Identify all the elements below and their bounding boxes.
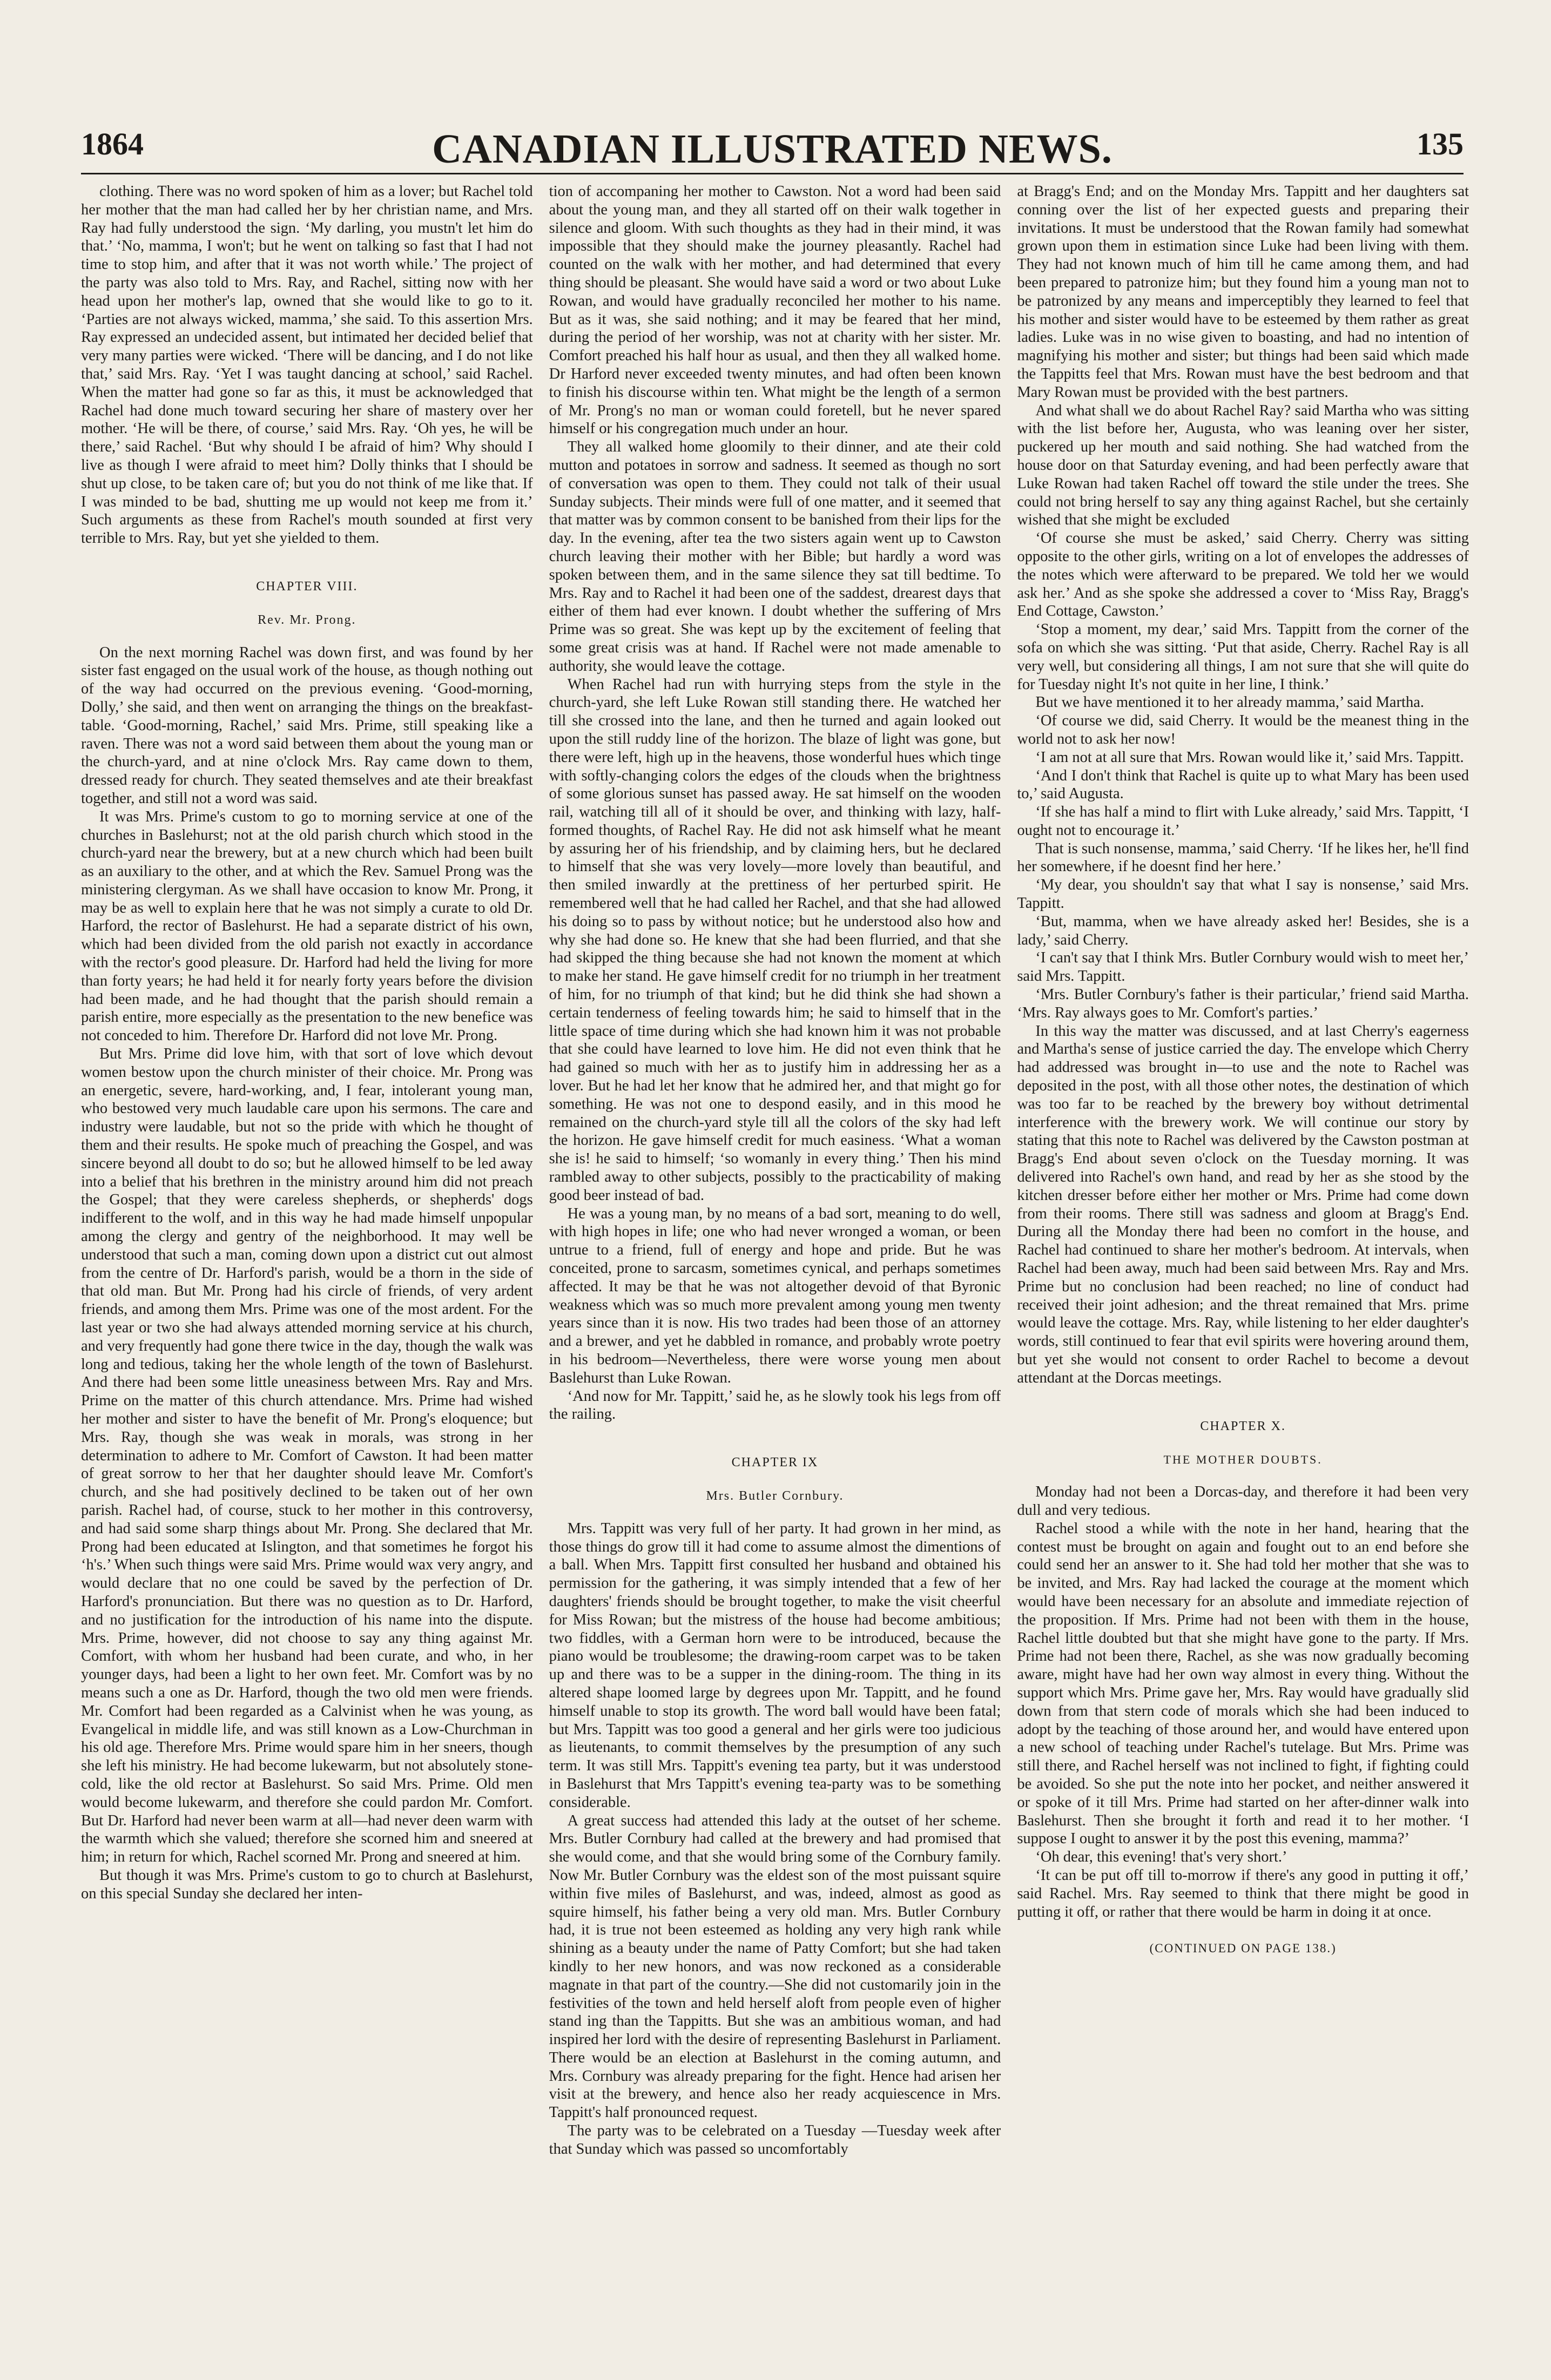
column-2 (549, 183, 1001, 2316)
masthead (81, 113, 1464, 178)
chapter-title: Mrs. Butler Cornbury. (706, 1488, 844, 1503)
paragraph: On the next morning Rachel was down first, and was found by her sister fast engaged on the usual work of the house, as though nothing out of the way had occurred on the previous evening. ‘Good-morning, Dolly,’ she said, and then went on arranging the things on the breakfast-table. ‘Good-morning, Rachel,’ said Mrs. Prime, still speaking like a raven. There was not a word said between them about the young man or the church-yard, and at nine o'clock Mrs. Ray came down to them, dressed ready for church. They seated themselves and ate their breakfast together, and still not a word was said. (81, 644, 533, 807)
paragraph: ‘But, mamma, when we have already asked her! Besides, she is a lady,’ said Cherry. (1017, 913, 1469, 948)
issue-year: 1864 (81, 126, 144, 161)
column-3 (1017, 183, 1469, 2316)
paragraph: ‘I can't say that I think Mrs. Butler Cornbury would wish to meet her,’ said Mrs. Tappitt. (1017, 949, 1469, 985)
paragraph: ‘It can be put off till to-morrow if there's any good in putting it off,’ said Rachel. Mrs. Ray seemed to think that there might be good in putting it off, or rather that there would be harm in doing it at once. (1017, 1866, 1469, 1920)
paragraph: ‘I am not at all sure that Mrs. Rowan would like it,’ said Mrs. Tappitt. (1035, 749, 1464, 766)
paragraph: And what shall we do about Rachel Ray? said Martha who was sitting with the list before her, Augusta, who was leaning over her sister, puckered up her mouth and said nothing. She had watched from the house door on that Saturday evening, and had been perfectly aware that Luke Rowan had taken Rachel off toward the stile under the trees. She could not bring herself to say any thing against Rachel, but she certainly wished that she might be excluded (1017, 402, 1469, 529)
paragraph: In this way the matter was discussed, and at last Cherry's eagerness and Martha's sense of justice carried the day. The envelope which Cherry had addressed was brought in—to use and the note to Rachel was deposited in the post, with all those other notes, the destination of which was too far to be reached by the brewery boy without detrimental interference with the brewery work. We will continue our story by stating that this note to Rachel was delivered by the Cawston postman at Bragg's End about seven o'clock on the Tuesday morning. It was delivered into Rachel's own hand, and read by her as she stood by the kitchen dresser before either her mother or Mrs. Prime had come down from their rooms. There still was sadness and gloom at Bragg's End. During all the Monday there had been no comfort in the house, and Rachel had continued to share her mother's bedroom. At intervals, when Rachel had been away, much had been said between Mrs. Ray and Mrs. Prime but no conclusion had been reached; no line of conduct had received their joint adhesion; and the threat remained that Mrs. prime would leave the cottage. Mrs. Ray, while listening to her elder daughter's words, still continued to fear that evil spirits were hovering around them, but yet she would not consent to order Rachel to become a devout attendant at the Dorcas meetings. (1017, 1022, 1469, 1386)
chapter-heading (549, 1454, 1001, 1506)
paragraph: The party was to be celebrated on a Tuesday —Tuesday week after that Sunday which was passed so uncomfortably (549, 2122, 1001, 2157)
chapter-title: THE MOTHER DOUBTS. (1163, 1453, 1323, 1467)
paragraph: Rachel stood a while with the note in her hand, hearing that the contest must be brought on again and fought out to an end before she could send her an answer to it. She had told her mother that she was to be invited, and Mrs. Ray had lacked the courage at the moment which would have been necessary for an absolute and immediate rejection of the proposition. If Mrs. Prime had not been with them in the house, Rachel little doubted but that she might have gone to the party. If Mrs. Prime had not been there, Rachel, as she was now gradually becoming aware, might have had her own way almost in every thing. Without the support which Mrs. Prime gave her, Mrs. Ray would have gradually slid down from that stern code of morals which she had been induced to adopt by the teaching of those around her, and would have entered upon a new school of teaching under Rachel's tutelage. But Mrs. Prime was still there, and Rachel herself was not inclined to fight, if fighting could be avoided. So she put the note into her pocket, and neither answered it or spoke of it till Mrs. Prime had started on her after-dinner walk into Baslehurst. Then she brought it forth and read it to her mother. ‘I suppose I ought to answer it by the post this evening, mamma?’ (1017, 1520, 1469, 1848)
paragraph: But though it was Mrs. Prime's custom to go to church at Baslehurst, on this special Sunday she declared her inten- (81, 1866, 533, 1902)
paragraph: They all walked home gloomily to their dinner, and ate their cold mutton and potatoes in sorrow and sadness. It seemed as though no sort of conversation was open to them. They could not talk of their usual Sunday subjects. Their minds were full of one matter, and it seemed that that matter was by common consent to be banished from their lips for the day. In the evening, after tea the two sisters again went up to Cawston church leaving their mother with her Bible; but hardly a word was spoken between them, and in the same silence they sat till bedtime. To Mrs. Ray and to Rachel it had been one of the saddest, drearest days that either of them had ever known. I doubt whether the suffering of Mrs Prime was so great. She was kept up by the excitement of feeling that some great crisis was at hand. If Rachel were not made amenable to authority, she would leave the cottage. (549, 439, 1001, 675)
chapter-heading (1017, 1418, 1469, 1469)
paragraph: ‘Oh dear, this evening! that's very short.’ (1035, 1849, 1287, 1866)
chapter-number: CHAPTER IX (731, 1455, 819, 1470)
paragraph: He was a young man, by no means of a bad sort, meaning to do well, with high hopes in life; one who had never wronged a woman, or been untrue to a friend, full of energy and hope and pride. But he was conceited, prone to sarcasm, sometimes cynical, and perhaps sometimes affected. It may be that he was not altogether devoid of that Byronic weakness which was so much more prevalent among young men twenty years since than it is now. His two trades had been those of an attorney and a brewer, and yet he dabbled in romance, and probably wrote poetry in his bedroom—Nevertheless, there were worse young men about Baslehurst than Luke Rowan. (549, 1205, 1001, 1386)
paragraph: But we have mentioned it to her already mamma,’ said Martha. (1035, 694, 1424, 711)
paragraph: A great success had attended this lady at the outset of her scheme. Mrs. Butler Cornbury had called at the brewery and had promised that she would come, and that she would bring some of the Cornbury family. Now Mr. Butler Cornbury was the eldest son of the most puissant squire within five miles of Baslehurst, and was, indeed, almost as good as squire himself, his father being a very old man. Mrs. Butler Cornbury had, it is true not been esteemed as holding any very high rank while shining as a beauty under the name of Patty Comfort; but she had taken kindly to her new honors, and was now reckoned as a considerable magnate in that part of the country.—She did not customarily join in the festivities of the town and held herself aloft from people even of higher stand ing than the Tappitts. But she was an ambitious woman, and had inspired her lord with the desire of representing Baslehurst in Parliament. There would be an election at Baslehurst in the coming autumn, and Mrs. Cornbury was already preparing for the fight. Hence had arisen her visit at the brewery, and hence also her ready acquiescence in Mrs. Tappitt's half pronounced request. (549, 1812, 1001, 2121)
paragraph: ‘Mrs. Butler Cornbury's father is their particular,’ friend said Martha. ‘Mrs. Ray always goes to Mr. Comfort's parties.’ (1017, 986, 1469, 1021)
paragraph: ‘And I don't think that Rachel is quite up to what Mary has been used to,’ said Augusta. (1017, 767, 1469, 803)
paragraph: tion of accompaning her mother to Cawston. Not a word had been said about the young man, and they all started off on their walk together in silence and gloom. With such thoughts as they had in their mind, it was impossible that they should make the journey pleasantly. Rachel had counted on the walk with her mother, and had determined that every thing should be pleasant. She would have said a word or two about Luke Rowan, and would have gradually reconciled her mother to his name. But as it was, she said nothing; and it may be feared that her mind, during the period of her worship, was not at charity with her sister. Mr. Comfort preached his half hour as usual, and then they all walked home. Dr Harford never exceeded twenty minutes, and had often been known to finish his discourse within ten. What might be the length of a sermon of Mr. Prong's no man or woman could foretell, but he never spared himself or his congregation much under an hour. (549, 183, 1001, 437)
newspaper-title: CANADIAN ILLUSTRATED NEWS. (432, 126, 1112, 172)
column-1 (81, 183, 533, 2316)
paragraph: ‘My dear, you shouldn't say that what I say is nonsense,’ said Mrs. Tappitt. (1017, 877, 1469, 912)
paragraph: ‘Of course she must be asked,’ said Cherry. Cherry was sitting opposite to the other girls, writing on a lot of envelopes the addresses of the notes which were afterward to be prepared. We told her we would ask her.’ And as she spoke she addressed a cover to ‘Miss Ray, Bragg's End Cottage, Cawston.’ (1017, 530, 1469, 620)
continued-note: (CONTINUED ON PAGE 138.) (1149, 1941, 1337, 1956)
chapter-heading (81, 578, 533, 630)
paragraph: When Rachel had run with hurrying steps from the style in the church-yard, she left Luke Rowan still standing there. He watched her till she crossed into the lane, and then he turned and again looked out upon the still ruddy line of the horizon. The blaze of light was gone, but there were left, high up in the heavens, those wonderful hues which tinge with softly-changing colors the edges of the clouds when the brightness of some glorious sunset has passed away. He sat himself on the wooden rail, watching till all of it should be over, and thinking with lazy, half-formed thoughts, of Rachel Ray. He did not ask himself what he meant by assuring her of his friendship, and by claiming hers, but he declared to himself that she was very lovely—more lovely than beautiful, and then smiled inwardly at the prettiness of her perturbed spirit. He remembered well that he had called her Rachel, and that she had allowed his doing so to pass by without notice; but he understood also how and why she had done so. He knew that she had been flurried, and that she had skipped the thing because she had not known the moment at which to make her stand. He gave himself credit for no triumph in her treatment of him, for no triumph of that kind; but he did think she had shown a certain tenderness of feeling towards him; he said to himself that in the little space of time during which she had known him it was not probable that she could have learned to love him. He did not even think that he had gained so much with her as to justify him in addressing her as a lover. But he had let her know that he admired her, and that might go for something. He was not one to despond easily, and in this mood he remained on the church-yard style till all the colors of the sky had left the horizon. He gave himself credit for much easiness. ‘What a woman she is! he said to himself; ‘so womanly in every thing.’ Then his mind rambled away to other subjects, possibly to the practicability of making good beer instead of bad. (549, 676, 1001, 1204)
chapter-number: CHAPTER X. (1200, 1419, 1286, 1433)
paragraph: Monday had not been a Dorcas-day, and therefore it had been very dull and very tedious. (1017, 1484, 1469, 1519)
paragraph: But Mrs. Prime did love him, with that sort of love which devout women bestow upon the church minister of their choice. Mr. Prong was an energetic, severe, hard-working, and, I fear, intolerant young man, who bestowed very much laudable care upon his sermons. The care and industry were laudable, but not so the pride with which he thought of them and their results. He spoke much of preaching the Gospel, and was sincere beyond all doubt to do so; but he allowed himself to be led away into a belief that his brethren in the ministry around him did not preach the Gospel; that they were careless shepherds, or shepherds' dogs indifferent to the wolf, and in this way he had made himself unpopular among the clergy and gentry of the neighborhood. It may well be understood that such a man, coming down upon a district cut out almost from the centre of Dr. Harford's parish, would be a thorn in the side of that old man. But Mr. Prong had his circle of friends, of very ardent friends, and among them Mrs. Prime was one of the most ardent. For the last year or two she had always attended morning service at his church, and very frequently had gone there twice in the day, though the walk was long and tedious, taking her the whole length of the town of Baslehurst. And there had been some little uneasiness between Mrs. Ray and Mrs. Prime on the matter of this church attendance. Mrs. Prime had wished her mother and sister to have the benefit of Mr. Prong's eloquence; but Mrs. Ray, though she was weak in morals, was strong in her determination to adhere to Mr. Comfort of Cawston. It had been matter of great sorrow to her that her daughter should leave Mr. Comfort's church, and she had positively declined to be taken out of her own parish. Rachel had, of course, stuck to her mother in this controversy, and had said some sharp things about Mr. Prong. She declared that Mr. Prong had been educated at Islington, and that sometimes he forgot his ‘h's.’ When such things were said Mrs. Prime would wax very angry, and would declare that no one could be saved by the perfection of Dr. Harford's pronunciation. But there was no question as to Dr. Harford, and no justification for the introduction of his name into the dispute. Mrs. Prime, however, did not choose to say any thing against Mr. Comfort, with whom her husband had been curate, and who, in her younger days, had been a light to her own feet. Mr. Comfort was by no means such a one as Dr. Harford, though the two old men were friends. Mr. Comfort had been regarded as a Calvinist when he was young, as Evangelical in middle life, and was still known as a Low-Churchman in his old age. Therefore Mrs. Prime would spare him in her sneers, though she left his ministry. He had become lukewarm, but not absolutely stone-cold, like the old rector at Baslehurst. So said Mrs. Prime. Old men would become lukewarm, and therefore she could pardon Mr. Comfort. But Dr. Harford had never been warm at all—had never deen warm with the warmth which she valued; therefore she scorned him and sneered at him; in return for which, Rachel scorned Mr. Prong and sneered at him. (81, 1046, 533, 1866)
paragraph: That is such nonsense, mamma,’ said Cherry. ‘If he likes her, he'll find her somewhere, if he doesnt find her here.’ (1017, 840, 1469, 875)
masthead-rule (81, 173, 1464, 174)
paragraph: Mrs. Tappitt was very full of her party. It had grown in her mind, as those things do grow till it had come to assume almost the dimentions of a ball. When Mrs. Tappitt first consulted her husband and obtained his permission for the gathering, it was simply intended that a few of her daughters' friends should be brought together, to make the visit cheerful for Miss Rowan; but the mistress of the house had become ambitious; two fiddles, with a German horn were to be introduced, because the piano would be troublesome; the drawing-room carpet was to be taken up and there was to be a supper in the dining-room. The thing in its altered shape loomed large by degrees upon Mr. Tappitt, and he found himself unable to stop its growth. The word ball would have been fatal; but Mrs. Tappitt was too good a general and her girls were too judicious as lieutenants, to commit themselves by the presumption of any such term. It was still Mrs. Tappitt's evening tea party, but it was understood in Baslehurst that Mrs Tappitt's evening tea-party was to be something considerable. (549, 1520, 1001, 1811)
paragraph: ‘Stop a moment, my dear,’ said Mrs. Tappitt from the corner of the sofa on which she was sitting. ‘Put that aside, Cherry. Rachel Ray is all very well, but considering all things, I am not sure that she will quite do for Tuesday night It's not quite in her line, I think.’ (1017, 621, 1469, 693)
paragraph: clothing. There was no word spoken of him as a lover; but Rachel told her mother that the man had called her by her christian name, and Mrs. Ray had fully understood the sign. ‘My darling, you mustn't let him do that.’ ‘No, mamma, I won't; but he went on talking so fast that I had not time to stop him, and after that it was not worth while.’ The project of the party was also told to Mrs. Ray, and Rachel, sitting now with her head upon her mother's lap, owned that she would like to go to it. ‘Parties are not always wicked, mamma,’ she said. To this assertion Mrs. Ray expressed an undecided assent, but intimated her decided belief that very many parties were wicked. ‘There will be dancing, and I do not like that,’ said Mrs. Ray. ‘Yet I was taught dancing at school,’ said Rachel. When the matter had gone so far as this, it must be acknowledged that Rachel had done much toward securing her share of mastery over her mother. ‘He will be there, of course,’ said Mrs. Ray. ‘Oh yes, he will be there,’ said Rachel. ‘But why should I be afraid of him? Why should I live as though I were afraid to meet him? Dolly thinks that I should be shut up close, to be taken care of; but you do not think of me like that. If I was minded to be bad, shutting me up would not keep me from it.’ Such arguments as these from Rachel's mouth sounded at first very terrible to Mrs. Ray, but yet she yielded to them. (81, 183, 533, 547)
page-number: 135 (1417, 126, 1464, 161)
chapter-number: CHAPTER VIII. (256, 579, 358, 594)
paragraph: It was Mrs. Prime's custom to go to morning service at one of the churches in Baslehurst; not at the old parish church which stood in the church-yard near the brewery, but at a new church which had been built as an auxiliary to the other, and at which the Rev. Samuel Prong was the ministering clergyman. As we shall have occasion to know Mr. Prong, it may be as well to explain here that he was not simply a curate to old Dr. Harford, the rector of Baslehurst. He had a separate district of his own, which had been divided from the old parish not exactly in accordance with the rector's good pleasure. Dr. Harford had held the living for more than forty years; he had held it for nearly forty years before the division had been made, and he had thought that the parish should remain a parish entire, more especially as the presentation to the new benefice was not conceded to him. Therefore Dr. Harford did not love Mr. Prong. (81, 808, 533, 1044)
paragraph: at Bragg's End; and on the Monday Mrs. Tappitt and her daughters sat conning over the list of her expected guests and preparing their invitations. It must be understood that the Rowan family had somewhat grown upon them in estimation since Luke had been living with them. They had not known much of him till he came among them, and had been prepared to patronize him; but they found him a young man not to be patronized by any means and imperceptibly they learned to feel that his mother and sister would have to be esteemed by them rather as great ladies. Luke was in no wise given to boasting, and had no intention of magnifying his mother and sister; but things had been said which made the Tappitts feel that Mrs. Rowan must have the best bedroom and that Mary Rowan must be provided with the best partners. (1017, 183, 1469, 401)
paragraph: ‘Of course we did, said Cherry. It would be the meanest thing in the world not to ask her now! (1017, 712, 1469, 747)
paragraph: ‘If she has half a mind to flirt with Luke already,’ said Mrs. Tappitt, ‘I ought not to encourage it.’ (1017, 804, 1469, 839)
chapter-title: Rev. Mr. Prong. (258, 612, 356, 627)
paragraph: ‘And now for Mr. Tappitt,’ said he, as he slowly took his legs from off the railing. (549, 1387, 1001, 1423)
article-columns (81, 183, 1469, 2316)
